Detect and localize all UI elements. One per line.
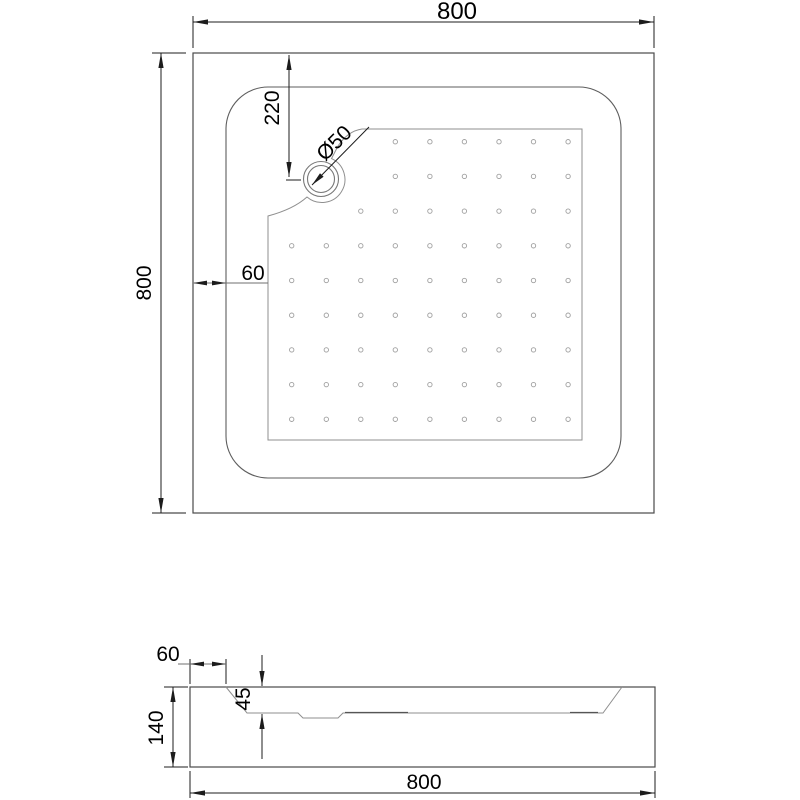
dim-label-top-width: 800 bbox=[436, 0, 478, 25]
arrowhead-right bbox=[639, 19, 654, 24]
anti-slip-dot bbox=[497, 174, 501, 178]
arrowhead-up bbox=[286, 55, 291, 70]
anti-slip-dot bbox=[566, 209, 570, 213]
anti-slip-dot bbox=[428, 382, 432, 386]
arrowhead-right bbox=[640, 790, 655, 795]
anti-slip-dot bbox=[462, 348, 466, 352]
dim-bottom-width bbox=[190, 771, 655, 798]
dim-label-drain-diameter: Ø50 bbox=[312, 121, 357, 166]
anti-slip-dot bbox=[324, 417, 328, 421]
anti-slip-dot bbox=[497, 348, 501, 352]
anti-slip-dot bbox=[428, 140, 432, 144]
anti-slip-dot bbox=[497, 382, 501, 386]
anti-slip-dot bbox=[393, 244, 397, 248]
anti-slip-dot bbox=[497, 140, 501, 144]
anti-slip-dot bbox=[290, 313, 294, 317]
anti-slip-dot bbox=[531, 278, 535, 282]
anti-slip-dot bbox=[497, 417, 501, 421]
anti-slip-dot bbox=[393, 348, 397, 352]
anti-slip-dots bbox=[290, 140, 571, 422]
arrowhead-up bbox=[259, 714, 264, 729]
anti-slip-dot bbox=[531, 382, 535, 386]
arrowhead-down bbox=[259, 671, 264, 686]
anti-slip-dot bbox=[428, 348, 432, 352]
anti-slip-dot bbox=[566, 244, 570, 248]
anti-slip-dot bbox=[462, 382, 466, 386]
dim-drain-offset bbox=[261, 55, 301, 180]
anti-slip-dot bbox=[497, 278, 501, 282]
anti-slip-dot bbox=[462, 140, 466, 144]
anti-slip-dot bbox=[393, 174, 397, 178]
dim-label-drain-offset: 220 bbox=[261, 90, 284, 126]
anti-slip-dot bbox=[566, 348, 570, 352]
anti-slip-dot bbox=[531, 417, 535, 421]
anti-slip-dot bbox=[324, 382, 328, 386]
anti-slip-dot bbox=[393, 278, 397, 282]
dim-label-side-height: 140 bbox=[145, 710, 168, 746]
dim-side-height bbox=[145, 687, 188, 767]
arrowhead-left bbox=[190, 790, 205, 795]
anti-slip-dot bbox=[359, 417, 363, 421]
anti-slip-dot bbox=[531, 348, 535, 352]
anti-slip-dot bbox=[393, 140, 397, 144]
anti-slip-dot bbox=[531, 140, 535, 144]
anti-slip-dot bbox=[393, 313, 397, 317]
anti-slip-dot bbox=[428, 278, 432, 282]
dim-label-rim-width-top: 60 bbox=[241, 262, 265, 285]
anti-slip-dot bbox=[359, 209, 363, 213]
arrowhead-right bbox=[212, 662, 226, 667]
anti-slip-dot bbox=[359, 244, 363, 248]
anti-slip-dot bbox=[324, 313, 328, 317]
anti-slip-dot bbox=[290, 348, 294, 352]
arrowhead-down bbox=[286, 162, 291, 177]
drain-outer-circle bbox=[304, 162, 339, 197]
anti-slip-dot bbox=[290, 244, 294, 248]
anti-slip-dot bbox=[566, 174, 570, 178]
anti-slip-dot bbox=[428, 417, 432, 421]
anti-slip-dot bbox=[566, 382, 570, 386]
anti-slip-dot bbox=[531, 209, 535, 213]
anti-slip-dot bbox=[393, 382, 397, 386]
anti-slip-dot bbox=[359, 278, 363, 282]
anti-slip-dot bbox=[566, 278, 570, 282]
arrowhead-up bbox=[158, 53, 163, 68]
dim-rim-width-side bbox=[156, 643, 226, 684]
side-view-basin-profile bbox=[226, 687, 622, 718]
dim-top-width bbox=[193, 0, 654, 48]
anti-slip-dot bbox=[497, 244, 501, 248]
arrowhead-left bbox=[190, 662, 204, 667]
anti-slip-dot bbox=[531, 313, 535, 317]
anti-slip-dot bbox=[462, 417, 466, 421]
anti-slip-dot bbox=[428, 209, 432, 213]
anti-slip-dot bbox=[324, 348, 328, 352]
anti-slip-dot bbox=[497, 313, 501, 317]
top-view-basin-rim bbox=[226, 87, 621, 478]
dim-label-left-height: 800 bbox=[133, 265, 156, 301]
top-view-anti-slip-panel bbox=[268, 129, 582, 440]
anti-slip-dot bbox=[462, 209, 466, 213]
dim-label-basin-depth: 45 bbox=[232, 687, 255, 711]
anti-slip-dot bbox=[428, 313, 432, 317]
arrowhead-right bbox=[212, 281, 226, 286]
arrowhead-up bbox=[170, 687, 175, 702]
anti-slip-dot bbox=[462, 244, 466, 248]
anti-slip-dot bbox=[566, 417, 570, 421]
arrowhead-down bbox=[158, 498, 163, 513]
anti-slip-dot bbox=[290, 278, 294, 282]
anti-slip-dot bbox=[566, 313, 570, 317]
arrowhead-left bbox=[193, 19, 208, 24]
anti-slip-dot bbox=[324, 244, 328, 248]
anti-slip-dot bbox=[359, 382, 363, 386]
anti-slip-dot bbox=[393, 417, 397, 421]
dim-drain-diameter bbox=[312, 121, 369, 185]
anti-slip-dot bbox=[531, 244, 535, 248]
anti-slip-dot bbox=[428, 174, 432, 178]
anti-slip-dot bbox=[290, 382, 294, 386]
dim-rim-width-top bbox=[193, 262, 268, 285]
arrowhead-left bbox=[193, 281, 207, 286]
anti-slip-dot bbox=[290, 417, 294, 421]
anti-slip-dot bbox=[359, 313, 363, 317]
anti-slip-dot bbox=[428, 244, 432, 248]
anti-slip-dot bbox=[497, 209, 501, 213]
anti-slip-dot bbox=[462, 174, 466, 178]
anti-slip-dot bbox=[531, 174, 535, 178]
anti-slip-dot bbox=[462, 278, 466, 282]
drain-inner-circle bbox=[308, 166, 335, 193]
anti-slip-dot bbox=[462, 313, 466, 317]
anti-slip-dot bbox=[566, 140, 570, 144]
dim-left-height bbox=[133, 53, 186, 513]
anti-slip-dot bbox=[324, 278, 328, 282]
dim-label-rim-width-side: 60 bbox=[156, 643, 180, 666]
dim-basin-depth bbox=[232, 655, 265, 759]
arrowhead-down bbox=[170, 752, 175, 767]
anti-slip-dot bbox=[393, 209, 397, 213]
anti-slip-dot bbox=[359, 348, 363, 352]
dim-label-bottom-width: 800 bbox=[406, 771, 442, 794]
